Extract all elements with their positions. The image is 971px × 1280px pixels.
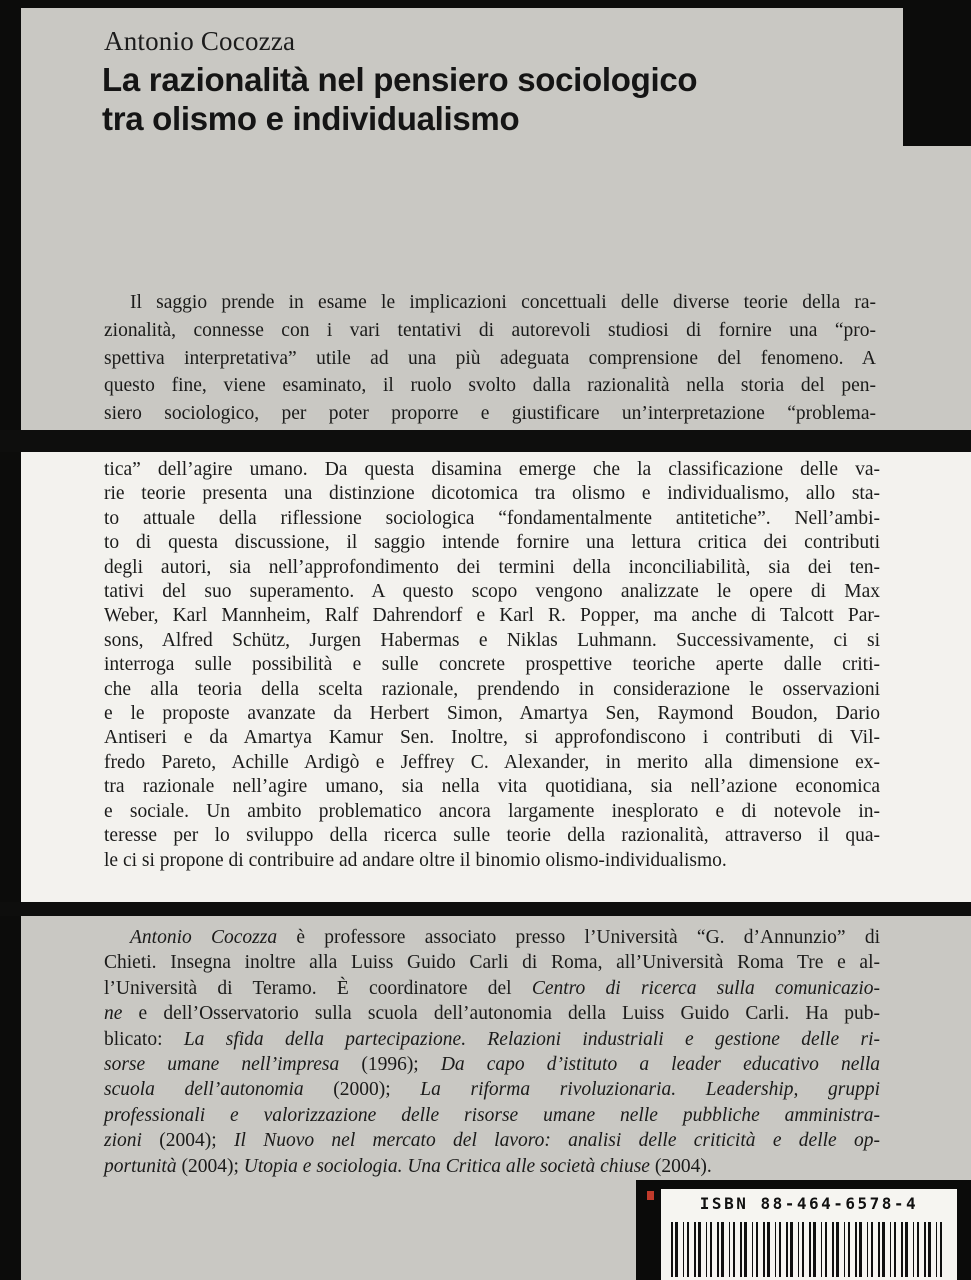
text-line: spettiva interpretativa” utile ad una più adeguata comprensione del fenomeno. A (104, 347, 876, 369)
text-segment: e dell’Osservatorio sulla scuola dell’autonomia della Luiss Guido Carli. Ha pub- (122, 1003, 880, 1025)
text-segment: (1996); (339, 1054, 441, 1076)
text-line (104, 950, 880, 975)
text-segment: Chieti. Insegna inoltre alla Luiss Guido Carli di Roma, all’Università Roma Tre e al- (104, 952, 880, 974)
italic-text-segment: ne (104, 1003, 123, 1025)
book-title-line-1: La razionalità nel pensiero sociologico (102, 61, 698, 98)
scan-corner-top-right (903, 0, 971, 146)
text-line: zionalità, connesse con i vari tentativi di autorevoli studiosi di fornire una “pro- (104, 319, 876, 341)
book-title (102, 60, 697, 138)
isbn-red-mark (647, 1191, 654, 1200)
text-line: tra razionale nell’agire umano, sia nella vita quotidiana, sia nell’azione economica (104, 776, 880, 798)
scan-edge-top (0, 0, 971, 8)
divider-band-top (0, 430, 971, 452)
text-line (104, 976, 880, 1001)
italic-text-segment: La riforma rivoluzionaria. Leadership, gruppi (420, 1079, 880, 1101)
synopsis-paragraph-top (104, 289, 876, 428)
text-segment: (2004); (176, 1155, 244, 1177)
text-segment: (2004); (141, 1130, 234, 1152)
text-line: to di questa discussione, il saggio intende fornire una lettura critica dei contributi (104, 532, 880, 554)
italic-text-segment: scuola dell’autonomia (104, 1079, 304, 1101)
text-segment: l’Università di Teramo. È coordinatore del (104, 977, 532, 999)
italic-text-segment: La sfida della partecipazione. Relazioni industriali e gestione delle ri- (183, 1028, 880, 1050)
text-line: tativi del suo superamento. A questo scopo vengono analizzate le opere di Max (104, 581, 880, 603)
text-line: fredo Pareto, Achille Ardigò e Jeffrey C. Alexander, in merito alla dimensione ex- (104, 751, 880, 773)
text-line: Antiseri e da Amartya Kamur Sen. Inoltre, si approfondiscono i contributi di Vil- (104, 727, 880, 749)
text-line: rie teorie presenta una distinzione dicotomica tra olismo e individualismo, allo sta- (104, 483, 880, 505)
text-line: le ci si propone di contribuire ad andare oltre il binomio olismo-individualismo. (104, 849, 727, 871)
synopsis-paragraph-continued (104, 458, 880, 873)
text-line (104, 1103, 880, 1128)
italic-text-segment: Il Nuovo nel mercato del lavoro: analisi delle criticità e delle op- (233, 1130, 880, 1152)
text-line: degli autori, sia nell’approfondimento dei termini della inconciliabilità, sia dei ten- (104, 556, 880, 578)
barcode (671, 1222, 947, 1277)
text-line: tica” dell’agire umano. Da questa disamina emerge che la classificazione delle va- (104, 459, 880, 480)
text-line: questo fine, viene esaminato, il ruolo svolto dalla razionalità nella storia del pen- (104, 375, 876, 397)
text-line: teresse per lo sviluppo della ricerca sulle teorie della razionalità, attraverso il qua- (104, 825, 880, 847)
text-line: siero sociologico, per poter proporre e giustificare un’interpretazione “problema- (104, 403, 876, 425)
text-segment: (2000); (303, 1079, 421, 1101)
text-line: interroga sulle possibilità e sulle concrete prospettive teoriche aperte dalle criti- (104, 654, 880, 676)
italic-text-segment: Utopia e sociologia. Una Critica alle società chiuse (243, 1155, 650, 1177)
text-line (104, 1001, 880, 1026)
text-segment: è professore associato presso l’Università “G. d’Annunzio” di (277, 927, 880, 948)
italic-text-segment: zioni (104, 1130, 142, 1152)
text-line (104, 1077, 880, 1102)
italic-text-segment: professionali e valorizzazione delle risorse umane nelle pubbliche amministra- (104, 1104, 880, 1126)
text-segment: blicato: (104, 1028, 184, 1050)
text-line: che alla teoria della scelta razionale, prendendo in considerazione le osservazioni (104, 678, 880, 700)
text-line (104, 925, 880, 950)
text-line: e sociale. Un ambito problematico ancora largamente inesplorato e di notevole in- (104, 800, 880, 822)
text-segment: (2004). (649, 1155, 712, 1177)
book-title-line-2: tra olismo e individualismo (102, 100, 520, 137)
isbn-label: ISBN 88-464-6578-4 (699, 1194, 919, 1213)
italic-text-segment: Centro di ricerca sulla comunicazio- (531, 977, 881, 999)
scan-edge-left (0, 0, 21, 1280)
text-line (104, 1128, 880, 1153)
author-bio (104, 925, 880, 1179)
italic-text-segment: Antonio Cocozza (130, 927, 278, 948)
text-line: Weber, Karl Mannheim, Ralf Dahrendorf e Karl R. Popper, ma anche di Talcott Par- (104, 605, 880, 627)
text-line (104, 1027, 880, 1052)
text-line: Il saggio prende in esame le implicazioni concettuali delle diverse teorie della ra- (130, 292, 876, 313)
isbn-panel (636, 1180, 971, 1280)
text-line: to attuale della riflessione sociologica “fondamentalmente antitetiche”. Nell’ambi- (104, 507, 880, 529)
text-line (104, 1052, 880, 1077)
text-line (104, 1154, 880, 1179)
divider-band-bottom (0, 902, 971, 916)
italic-text-segment: sorse umane nell’impresa (104, 1054, 340, 1076)
italic-text-segment: portunità (104, 1155, 177, 1177)
isbn-box (661, 1189, 957, 1280)
italic-text-segment: Da capo d’istituto a leader educativo nella (440, 1054, 880, 1076)
text-line: sons, Alfred Schütz, Jurgen Habermas e Niklas Luhmann. Successivamente, ci si (104, 629, 880, 651)
text-line: e le proposte avanzate da Herbert Simon, Amartya Sen, Raymond Boudon, Dario (104, 703, 880, 725)
author-name: Antonio Cocozza (104, 26, 296, 56)
